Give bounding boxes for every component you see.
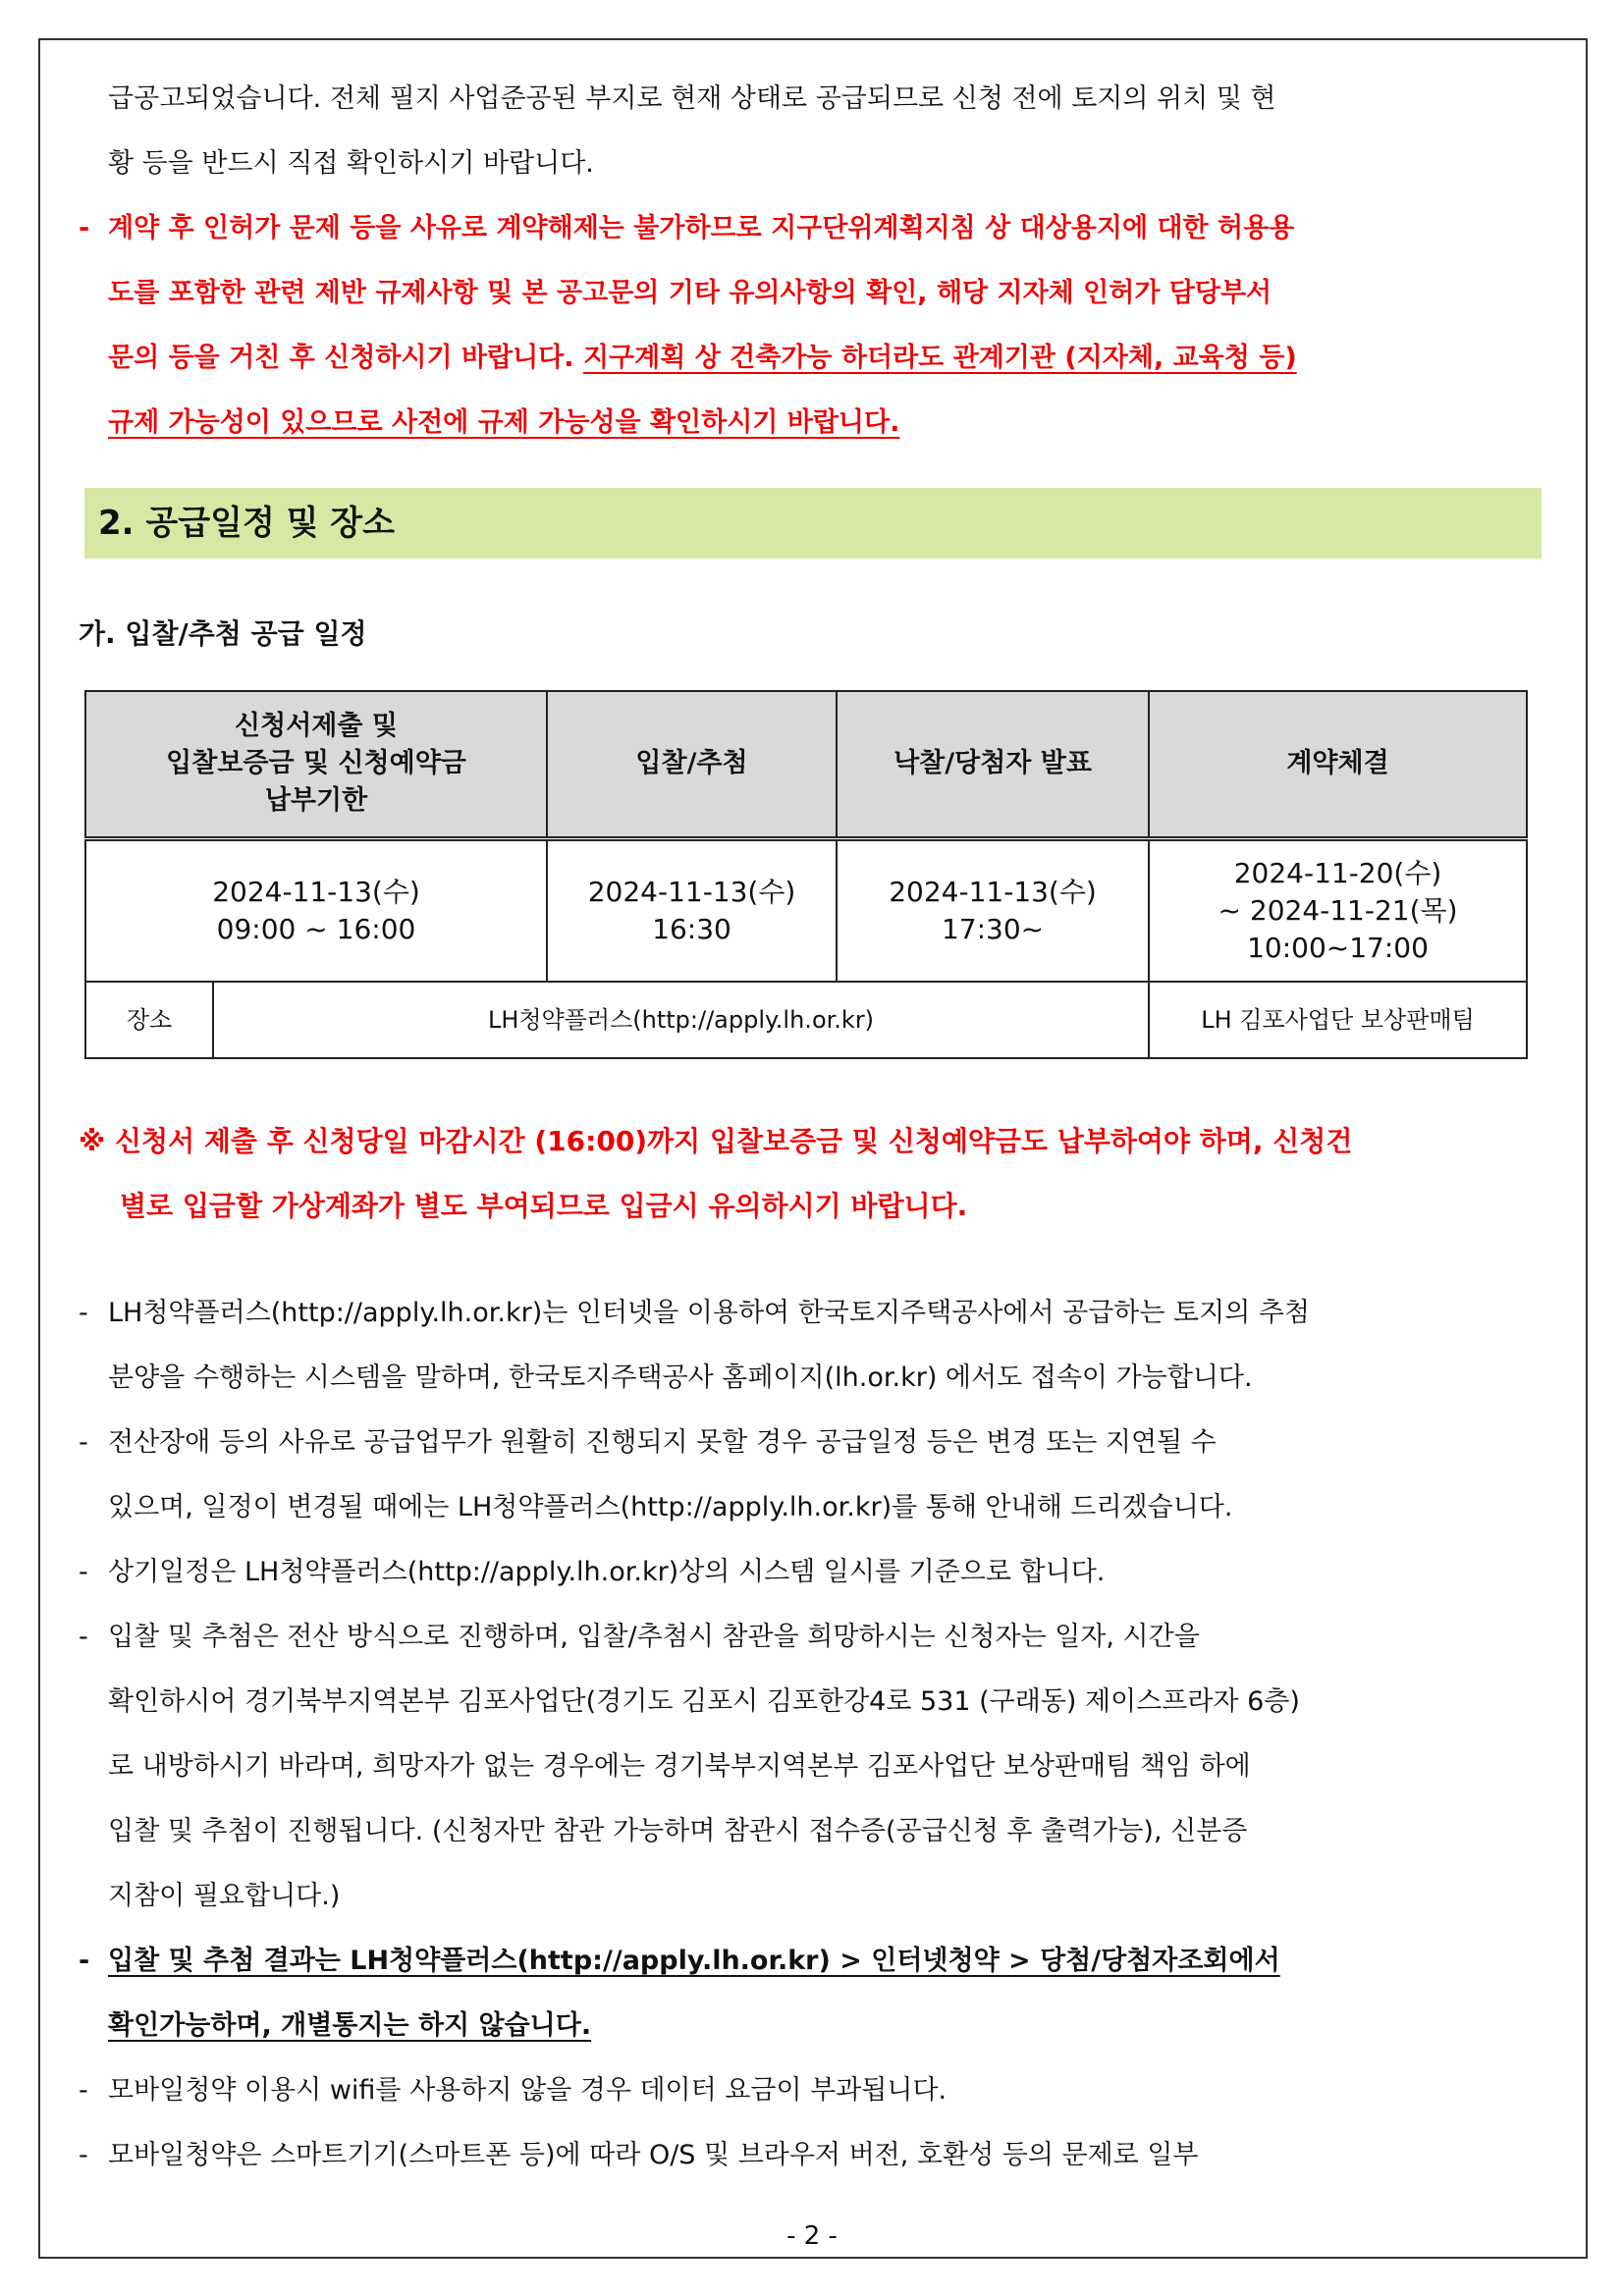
intro-line-2: 황 등을 반드시 직접 확인하시기 바랍니다. xyxy=(108,148,594,179)
announcement-time: 17:30~ xyxy=(941,912,1045,945)
bullet-2-text-1: 전산장애 등의 사유로 공급업무가 원활히 진행되지 못할 경우 공급일정 등은 변경 또는 지연될 수 xyxy=(108,1427,1217,1458)
warning-line-4 xyxy=(108,391,1551,455)
bullet-1-text-1: LH청약플러스(http://apply.lh.or.kr)는 인터넷을 이용하여 한국토지주택공사에서 공급하는 토지의 추첨 xyxy=(108,1298,1311,1328)
bullet-1-line-2: 분양을 수행하는 시스템을 말하며, 한국토지주택공사 홈페이지(lh.or.kr) 에서도 접속이 가능합니다. xyxy=(108,1362,1253,1393)
dash-marker: - xyxy=(79,1622,88,1652)
section-title: 2. 공급일정 및 장소 xyxy=(98,504,395,543)
contract-end-date: ~ 2024-11-21(목) xyxy=(1218,893,1458,927)
contract-time: 10:00~17:00 xyxy=(1247,931,1429,964)
warning-text-3a: 문의 등을 거친 후 신청하시기 바랍니다. xyxy=(108,343,583,373)
notice-line-2: 별로 입금할 가상계좌가 별도 부여되므로 입금시 유의하시기 바랍니다. xyxy=(120,1190,968,1222)
bullet-6-line-1 xyxy=(79,2058,1551,2123)
bullet-7-line-1 xyxy=(79,2123,1551,2188)
dash-marker: - xyxy=(79,2075,88,2106)
dash-marker: - xyxy=(79,1298,88,1328)
warning-text-3b: 지구계획 상 건축가능 하더라도 관계기관 (지자체, 교육청 등) xyxy=(582,343,1297,373)
bullet-4-text-1: 입찰 및 추첨은 전산 방식으로 진행하며, 입찰/추첨시 참관을 희망하시는 신청자는 일자, 시간을 xyxy=(108,1622,1200,1652)
cell-bidding xyxy=(547,838,837,982)
contract-start-date: 2024-11-20(수) xyxy=(1233,856,1442,889)
bullet-3-line-1 xyxy=(79,1540,1551,1605)
table-row xyxy=(85,838,1527,982)
header-deadline-line-2: 입찰보증금 및 신청예약금 xyxy=(166,748,466,779)
header-deadline-line-1: 신청서제출 및 xyxy=(235,711,398,742)
header-announcement: 낙찰/당첨자 발표 xyxy=(837,691,1149,838)
bullet-4-line-2: 확인하시어 경기북부지역본부 김포사업단(경기도 김포시 김포한강4로 531 (구래동) 제이스프라자 6층) xyxy=(108,1686,1300,1717)
bullet-5-text-2: 확인가능하며, 개별통지는 하지 않습니다. xyxy=(108,2010,592,2041)
bullet-6-text-1: 모바일청약 이용시 wifi를 사용하지 않을 경우 데이터 요금이 부과됩니다. xyxy=(108,2075,947,2106)
bullet-4-line-3: 로 내방하시기 바라며, 희망자가 없는 경우에는 경기북부지역본부 김포사업단 보상판매팀 책임 하에 xyxy=(108,1751,1251,1782)
table-header-row xyxy=(85,691,1527,838)
warning-text-4: 규제 가능성이 있으므로 사전에 규제 가능성을 확인하시기 바랍니다. xyxy=(108,407,900,438)
deadline-date: 2024-11-13(수) xyxy=(212,875,420,908)
bullet-1-line-1 xyxy=(79,1281,1551,1346)
cell-announcement xyxy=(837,838,1149,982)
bullet-7-text-1: 모바일청약은 스마트기기(스마트폰 등)에 따라 O/S 및 브라우저 버전, 호환성 등의 문제로 일부 xyxy=(108,2140,1199,2170)
bullet-4-line-4: 입찰 및 추첨이 진행됩니다. (신청자만 참관 가능하며 참관시 접수증(공급신청 후 출력가능), 신분증 xyxy=(108,1816,1248,1846)
schedule-table xyxy=(84,690,1528,1059)
place-online: LH청약플러스(http://apply.lh.or.kr) xyxy=(213,982,1149,1058)
header-deadline-line-3: 납부기한 xyxy=(264,785,368,817)
dash-marker: - xyxy=(79,2140,88,2170)
header-bidding: 입찰/추첨 xyxy=(547,691,837,838)
announcement-date: 2024-11-13(수) xyxy=(889,875,1097,908)
header-deadline xyxy=(85,691,547,838)
bidding-date: 2024-11-13(수) xyxy=(587,875,796,908)
bullet-4-line-5: 지참이 필요합니다.) xyxy=(108,1881,341,1911)
notice-line-1: ※ 신청서 제출 후 신청당일 마감시간 (16:00)까지 입찰보증금 및 신청예약금도 납부하여야 하며, 신청건 xyxy=(79,1125,1353,1157)
warning-line-2: 도를 포함한 관련 제반 규제사항 및 본 공고문의 기타 유의사항의 확인, 해당 지자체 인허가 담당부서 xyxy=(108,278,1272,308)
bullet-2-line-1 xyxy=(79,1411,1551,1475)
sub-section-title: 가. 입찰/추첨 공급 일정 xyxy=(79,617,367,650)
intro-line-1: 급공고되었습니다. 전체 필지 사업준공된 부지로 현재 상태로 공급되므로 신청 전에 토지의 위치 및 현 xyxy=(108,83,1276,114)
header-contract: 계약체결 xyxy=(1149,691,1527,838)
bullet-3-text-1: 상기일정은 LH청약플러스(http://apply.lh.or.kr)상의 시스템 일시를 기준으로 합니다. xyxy=(108,1557,1106,1587)
page-number: - 2 - xyxy=(786,2221,838,2251)
place-label: 장소 xyxy=(85,982,213,1058)
bullet-4-line-1 xyxy=(79,1605,1551,1670)
warning-line-3 xyxy=(108,326,1551,391)
bullet-2-line-2: 있으며, 일정이 변경될 때에는 LH청약플러스(http://apply.lh.or.kr)를 통해 안내해 드리겠습니다. xyxy=(108,1492,1233,1522)
deadline-time: 09:00 ~ 16:00 xyxy=(216,912,416,945)
bullet-5-line-2 xyxy=(108,1994,1551,2058)
cell-contract xyxy=(1149,838,1527,982)
warning-text-1: 계약 후 인허가 문제 등을 사유로 계약해제는 불가하므로 지구단위계획지침 상 대상용지에 대한 허용용 xyxy=(108,213,1295,243)
dash-marker: - xyxy=(79,1946,90,1976)
bullet-5-line-1 xyxy=(79,1929,1551,1994)
warning-line-1 xyxy=(79,196,1551,261)
dash-marker: - xyxy=(79,1427,88,1458)
place-office: LH 김포사업단 보상판매팀 xyxy=(1149,982,1527,1058)
bidding-time: 16:30 xyxy=(652,912,731,945)
bullet-5-text-1: 입찰 및 추첨 결과는 LH청약플러스(http://apply.lh.or.kr) > 인터넷청약 > 당첨/당첨자조회에서 xyxy=(108,1946,1280,1976)
dash-marker: - xyxy=(79,1557,88,1587)
place-row xyxy=(85,982,1527,1058)
cell-deadline xyxy=(85,838,547,982)
dash-marker: - xyxy=(79,213,90,243)
